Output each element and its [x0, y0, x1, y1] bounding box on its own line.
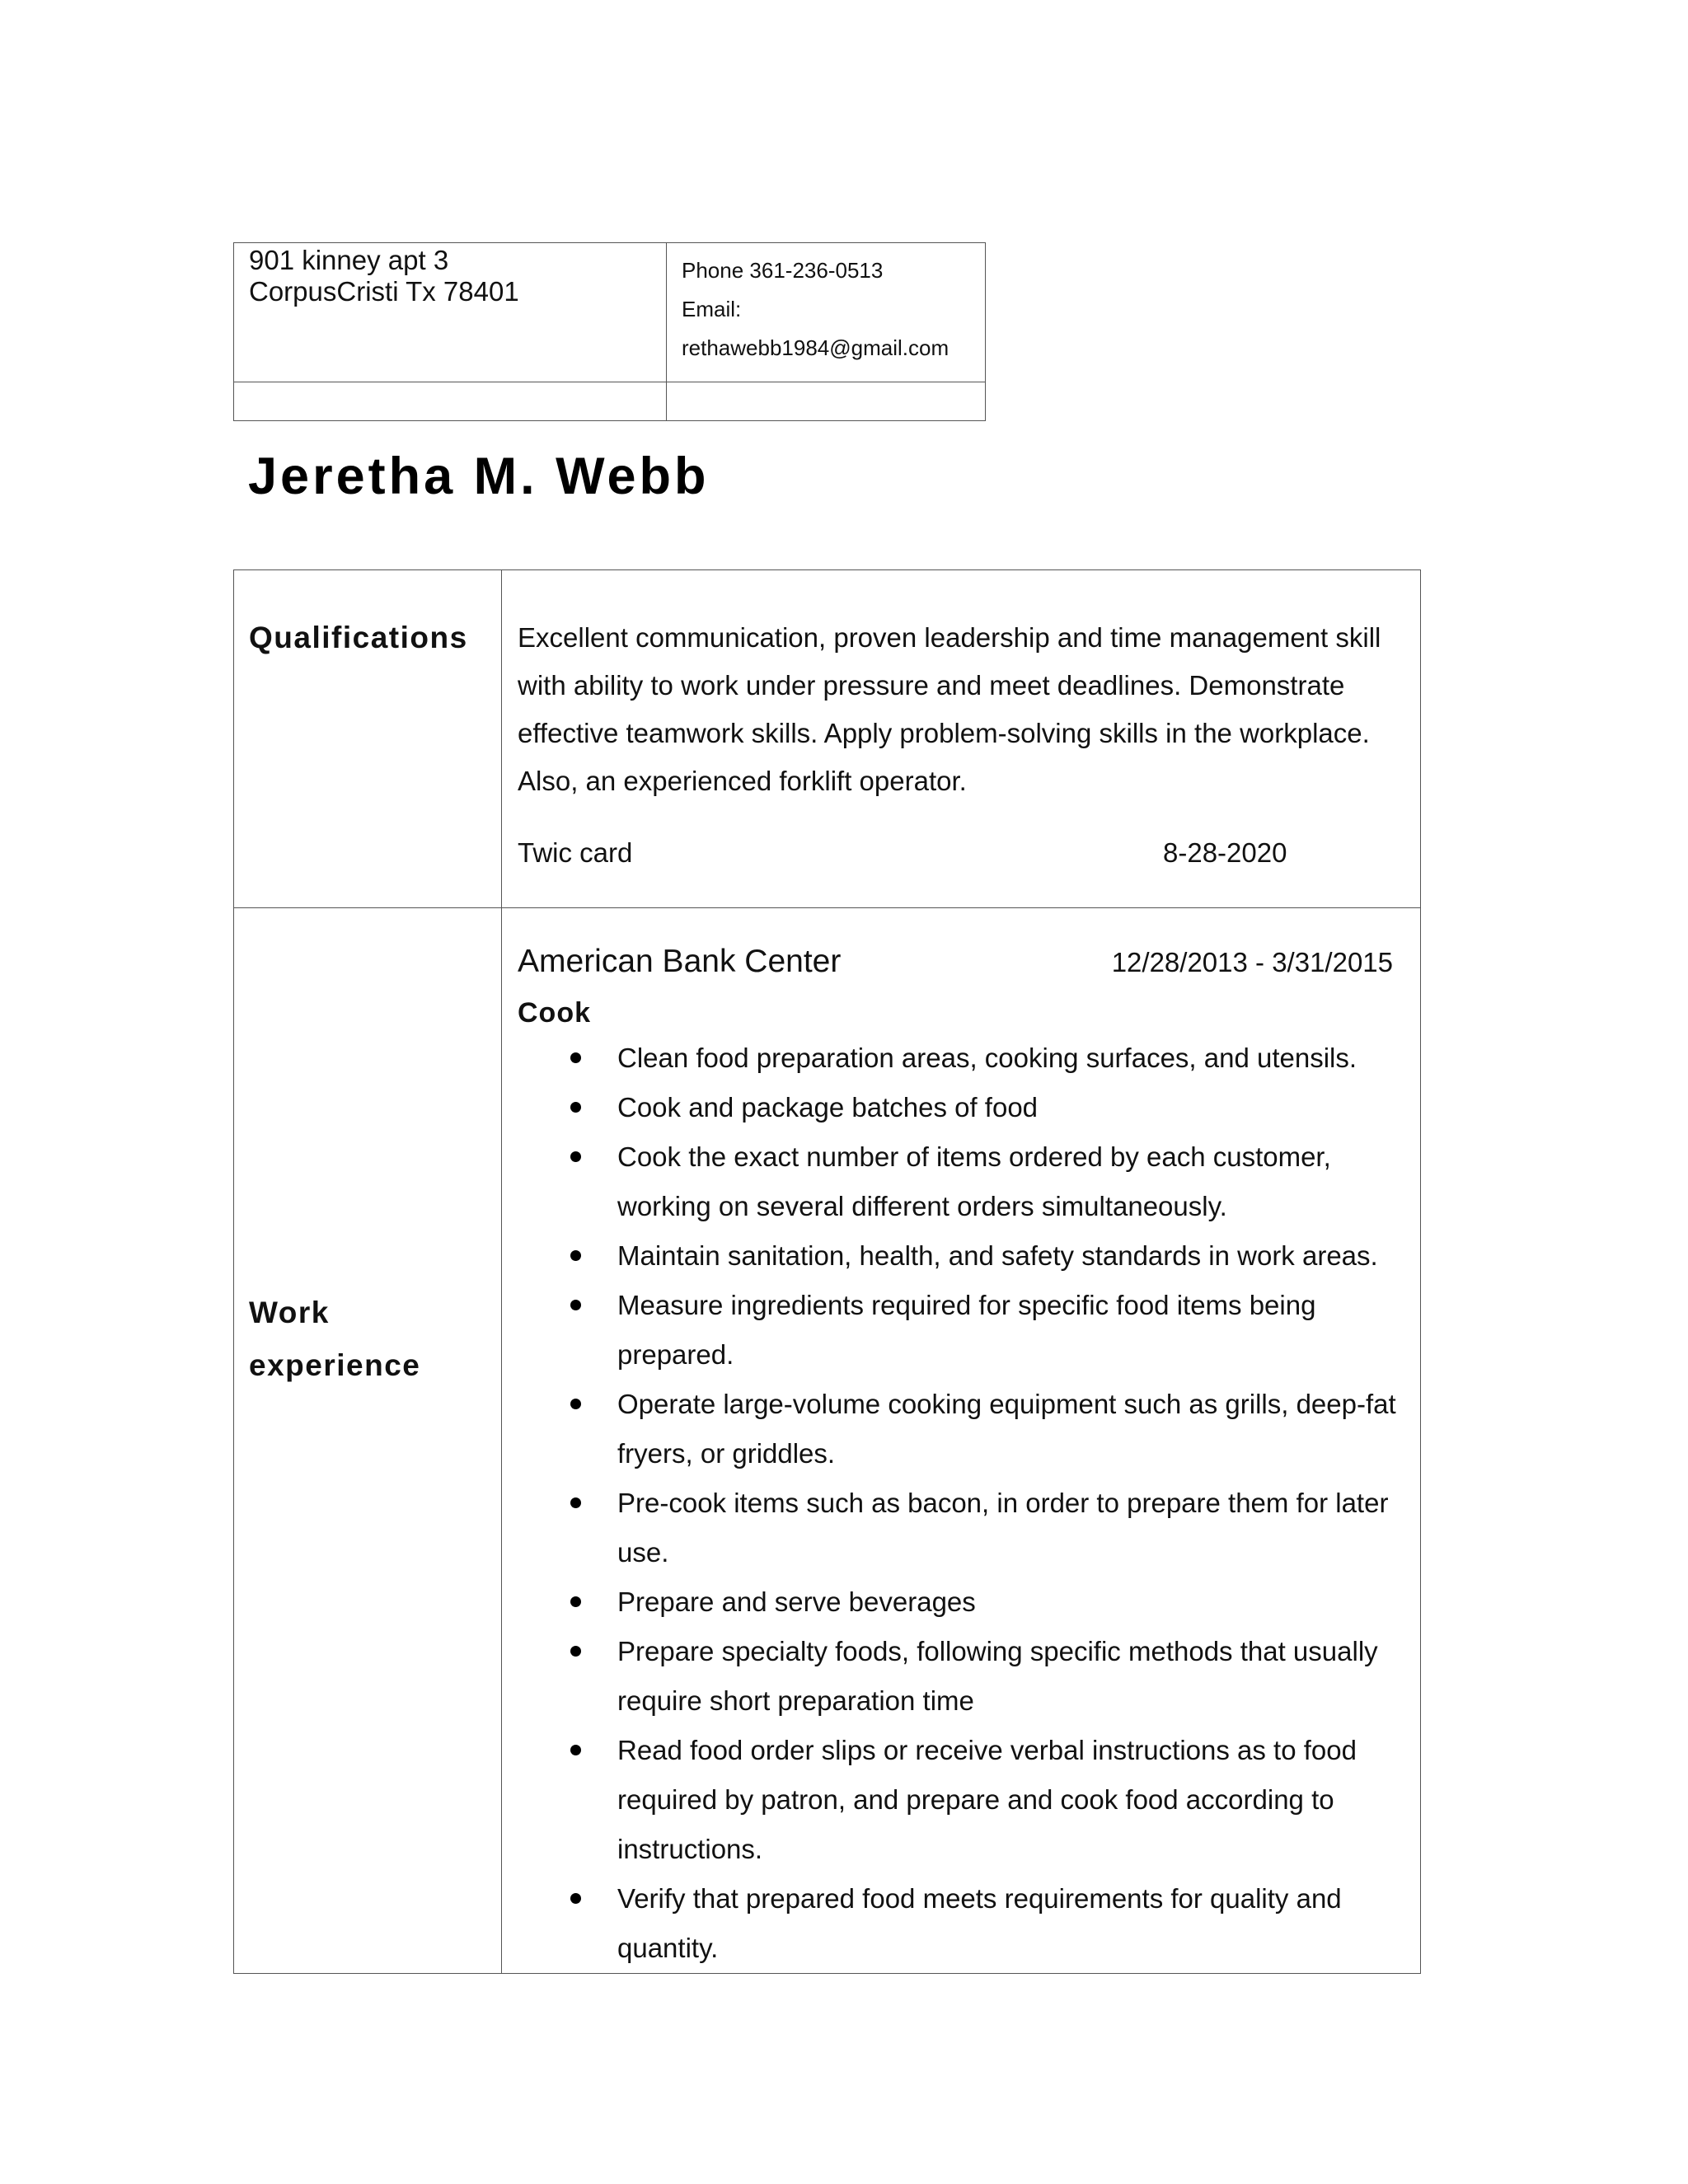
email-label: Email:	[682, 297, 742, 321]
work-experience-heading-line-2: experience	[249, 1348, 421, 1382]
job-title: Cook	[518, 997, 591, 1029]
list-item	[518, 1083, 1404, 1132]
list-item	[518, 1874, 1404, 1973]
duty-text: Read food order slips or receive verbal instructions as to food required by patron, and prepare and cook food according to instructions.	[617, 1735, 1357, 1864]
work-experience-label-cell	[234, 908, 502, 1974]
resume-table	[233, 569, 1421, 1974]
duty-text: Prepare and serve beverages	[617, 1586, 976, 1617]
bullet-icon	[570, 1646, 581, 1657]
address-line-1: 901 kinney apt 3	[249, 245, 449, 275]
duty-text: Prepare specialty foods, following specific methods that usually require short preparation time	[617, 1636, 1378, 1716]
duty-text: Verify that prepared food meets requirements for quality and quantity.	[617, 1883, 1342, 1963]
bullet-icon	[570, 1151, 581, 1162]
bullet-icon	[570, 1250, 581, 1261]
empty-cell	[667, 382, 986, 421]
bullet-icon	[570, 1300, 581, 1310]
empty-cell	[234, 382, 667, 421]
list-item	[518, 1132, 1404, 1231]
bullet-icon	[570, 1745, 581, 1755]
contact-info-cell	[667, 243, 986, 382]
phone: Phone 361-236-0513	[682, 258, 884, 283]
qualifications-heading: Qualifications	[249, 621, 468, 654]
duty-text: Pre-cook items such as bacon, in order to prepare them for later use.	[617, 1488, 1389, 1568]
work-experience-heading-line-1: Work	[249, 1296, 330, 1329]
job-header	[518, 942, 1404, 982]
qualifications-content-cell	[502, 570, 1421, 908]
bullet-icon	[570, 1497, 581, 1508]
qualifications-label-cell	[234, 570, 502, 908]
list-item	[518, 1577, 1404, 1627]
certification-row	[518, 837, 1404, 869]
bullet-icon	[570, 1596, 581, 1607]
applicant-name: Jeretha M. Webb	[248, 448, 710, 505]
address-line-2: CorpusCristi Tx 78401	[249, 276, 519, 307]
bullet-icon	[570, 1102, 581, 1113]
list-item	[518, 1380, 1404, 1479]
duty-list	[518, 1033, 1404, 1973]
duty-text: Cook the exact number of items ordered by each customer, working on several different orders simultaneously.	[617, 1141, 1331, 1221]
list-item	[518, 1627, 1404, 1726]
work-experience-heading	[234, 908, 501, 1392]
employment-dates: 12/28/2013 - 3/31/2015	[1111, 947, 1393, 977]
employer-name: American Bank Center	[518, 944, 842, 979]
list-item	[518, 1479, 1404, 1577]
duty-text: Maintain sanitation, health, and safety standards in work areas.	[617, 1240, 1378, 1271]
duty-text: Operate large-volume cooking equipment such as grills, deep-fat fryers, or griddles.	[617, 1389, 1396, 1469]
list-item	[518, 1033, 1404, 1083]
contact-table	[233, 242, 986, 421]
work-experience-content-cell	[502, 908, 1421, 1974]
bullet-icon	[570, 1399, 581, 1409]
duty-text: Cook and package batches of food	[617, 1092, 1039, 1122]
address-cell	[234, 243, 667, 382]
list-item	[518, 1231, 1404, 1281]
list-item	[518, 1281, 1404, 1380]
email: rethawebb1984@gmail.com	[682, 335, 950, 360]
bullet-icon	[570, 1893, 581, 1904]
duty-text: Measure ingredients required for specific food items being prepared.	[617, 1290, 1316, 1370]
qualifications-summary: Excellent communication, proven leadership and time management skill with ability to work under pressure and meet deadlines. Demonstrate effective teamwork skills. Apply problem-solving skills in the workplace. Also, an experienced forklift operator.	[518, 622, 1381, 796]
duty-text: Clean food preparation areas, cooking surfaces, and utensils.	[617, 1043, 1357, 1073]
certification-name: Twic card	[518, 837, 633, 868]
bullet-icon	[570, 1052, 581, 1063]
list-item	[518, 1726, 1404, 1874]
certification-date: 8-28-2020	[1163, 837, 1287, 868]
